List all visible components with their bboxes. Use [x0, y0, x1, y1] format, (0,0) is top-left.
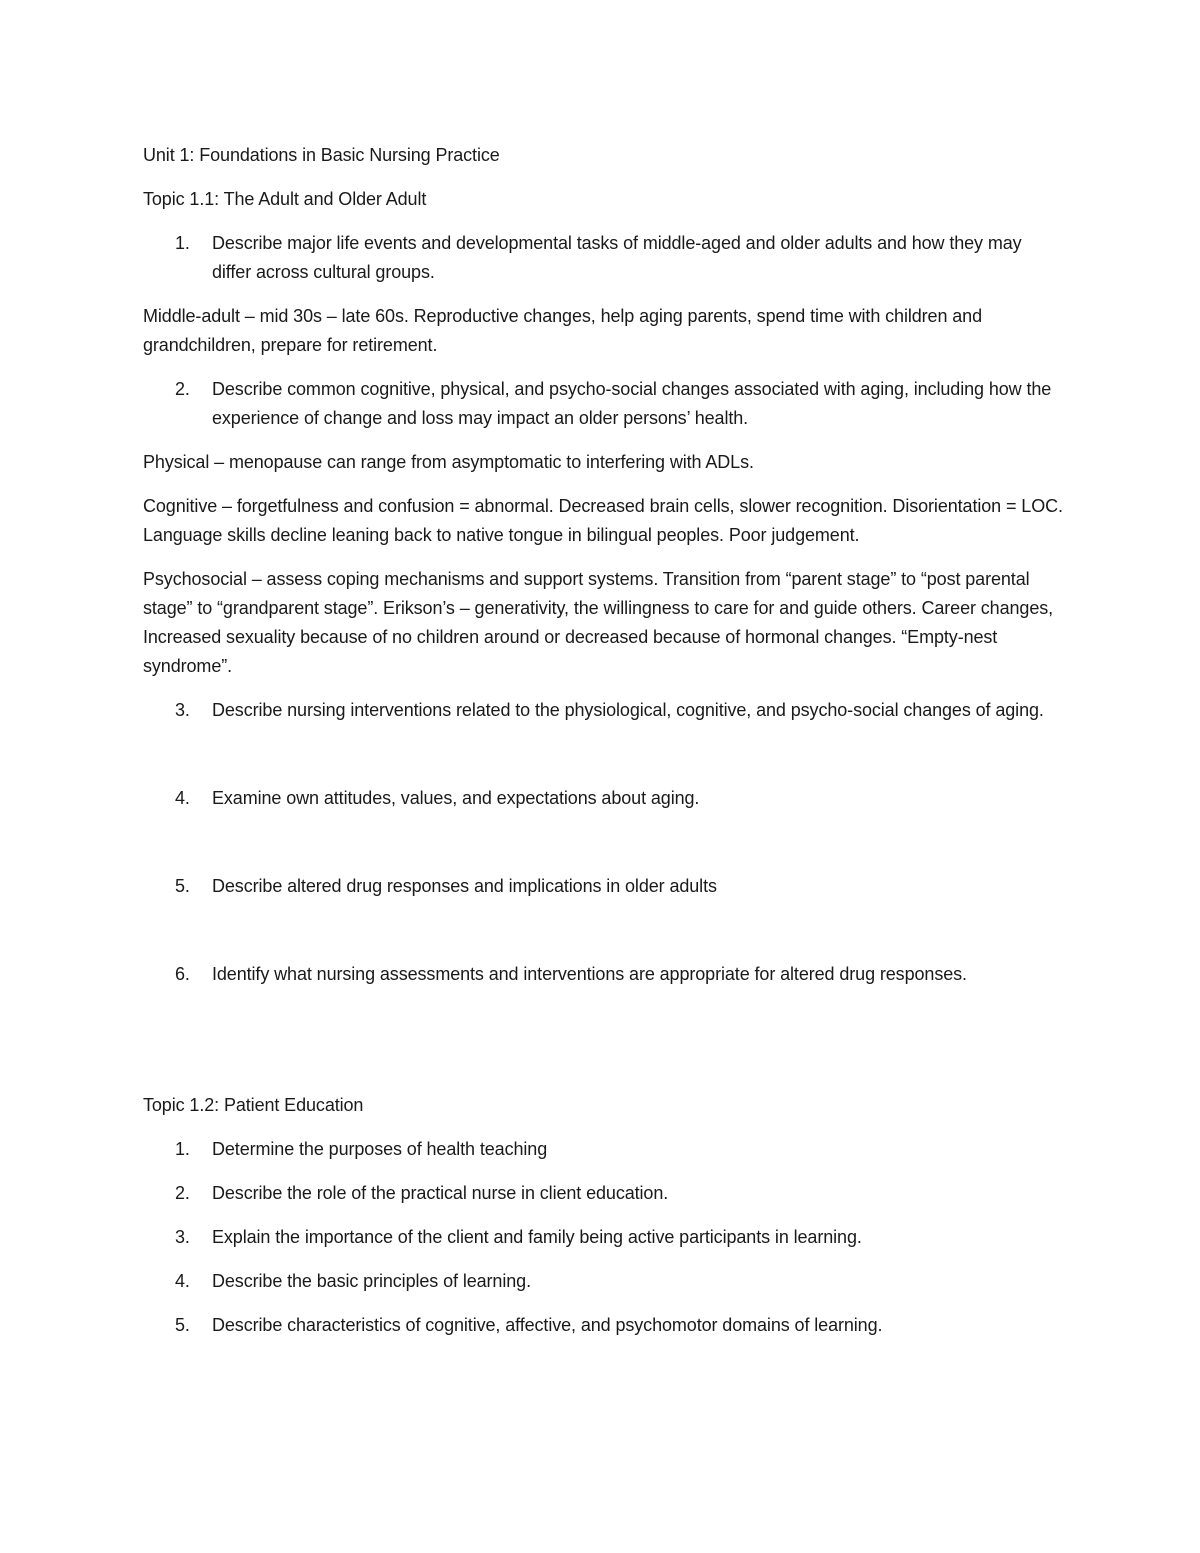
list-number: 3.: [175, 1227, 190, 1247]
note-middle-adult: Middle-adult – mid 30s – late 60s. Reproductive changes, help aging parents, spend time with children and grandchildren, prepare for retirement.: [143, 306, 983, 355]
objective-item: [143, 960, 1063, 989]
list-number: 3.: [175, 700, 190, 720]
objective-item: [143, 229, 1063, 287]
objective-list: [143, 1135, 1063, 1340]
list-number: 2.: [175, 1183, 190, 1203]
objective-text: Describe the basic principles of learning.: [212, 1271, 531, 1291]
objective-item: [143, 784, 1063, 813]
list-number: 1.: [175, 233, 190, 253]
objective-text: Describe altered drug responses and implications in older adults: [212, 876, 717, 896]
list-number: 2.: [175, 379, 190, 399]
objective-text: Describe common cognitive, physical, and psycho-social changes associated with aging, including how the experience of change and loss may impact an older persons’ health.: [212, 379, 1052, 428]
list-number: 5.: [175, 876, 190, 896]
objective-text: Describe nursing interventions related to the physiological, cognitive, and psycho-social changes of aging.: [212, 700, 1044, 720]
unit-title: Unit 1: Foundations in Basic Nursing Practice: [143, 145, 500, 165]
objective-text: Explain the importance of the client and family being active participants in learning.: [212, 1227, 862, 1247]
topic-1-2-title: Topic 1.2: Patient Education: [143, 1095, 364, 1115]
objective-text: Describe characteristics of cognitive, affective, and psychomotor domains of learning.: [212, 1315, 883, 1335]
objective-text: Describe major life events and developmental tasks of middle-aged and older adults and how they may differ across cultural groups.: [212, 233, 1022, 282]
objective-text: Identify what nursing assessments and interventions are appropriate for altered drug responses.: [212, 964, 967, 984]
objective-text: Describe the role of the practical nurse in client education.: [212, 1183, 669, 1203]
list-number: 1.: [175, 1139, 190, 1159]
list-number: 4.: [175, 1271, 190, 1291]
objective-item: [143, 1135, 1063, 1164]
note-cognitive: Cognitive – forgetfulness and confusion = abnormal. Decreased brain cells, slower recognition. Disorientation = LOC. Language skills decline leaning back to native tongue in bilingual peoples. Poor judgement.: [143, 496, 1063, 545]
objective-item: [143, 872, 1063, 901]
note-psychosocial: Psychosocial – assess coping mechanisms and support systems. Transition from “parent stage” to “post parental stage” to “grandparent stage”. Erikson’s – generativity, the willingness to care for and guide others. Career changes, Increased sexuality because of no children around or decreased because of hormonal changes. “Empty-nest syndrome”.: [143, 569, 1054, 676]
objective-item: [143, 1267, 1063, 1296]
objective-list: [143, 696, 1063, 989]
objective-list: [143, 375, 1063, 433]
objective-text: Determine the purposes of health teaching: [212, 1139, 548, 1159]
list-number: 5.: [175, 1315, 190, 1335]
objective-item: [143, 1179, 1063, 1208]
objective-item: [143, 375, 1063, 433]
objective-list: [143, 229, 1063, 287]
note-physical: Physical – menopause can range from asymptomatic to interfering with ADLs.: [143, 452, 754, 472]
objective-item: [143, 1223, 1063, 1252]
document-content: [143, 141, 1063, 1355]
objective-text: Examine own attitudes, values, and expectations about aging.: [212, 788, 700, 808]
objective-item: [143, 696, 1063, 725]
topic-1-1-title: Topic 1.1: The Adult and Older Adult: [143, 189, 427, 209]
list-number: 6.: [175, 964, 190, 984]
objective-item: [143, 1311, 1063, 1340]
list-number: 4.: [175, 788, 190, 808]
